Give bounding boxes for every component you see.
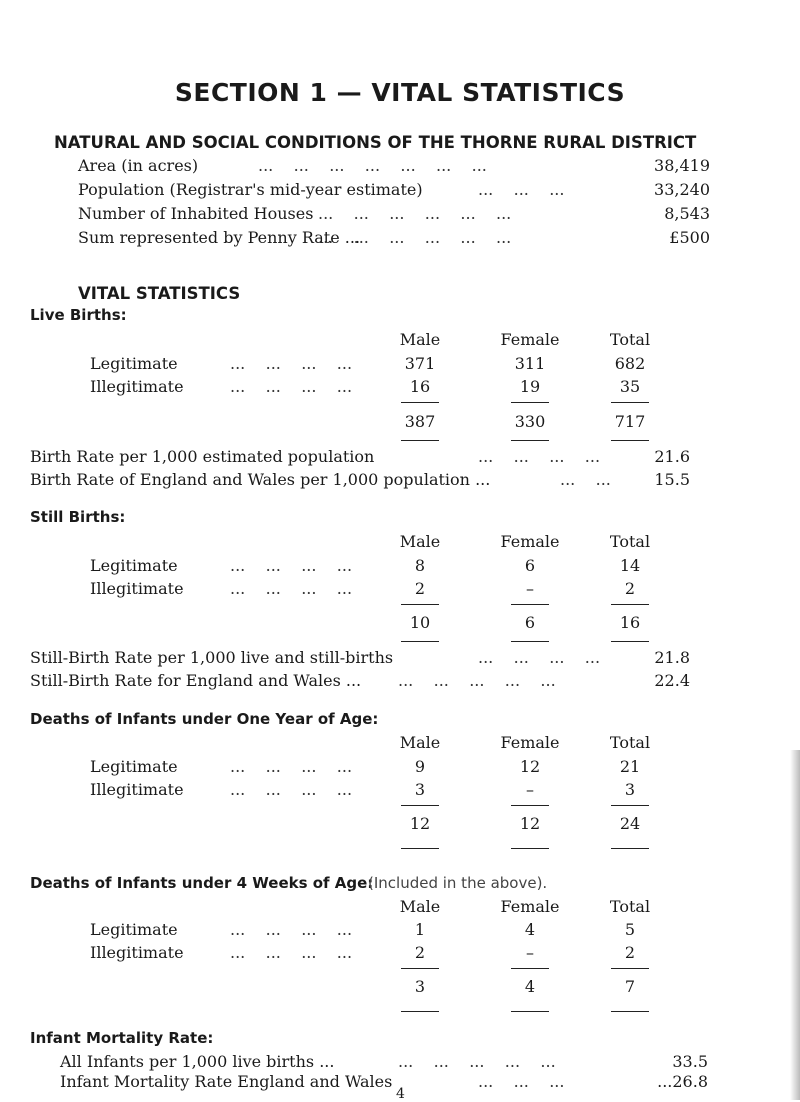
cell-male: 3 bbox=[414, 780, 426, 799]
cell-female: – bbox=[526, 579, 534, 598]
divider bbox=[401, 848, 439, 849]
divider bbox=[611, 1011, 649, 1012]
col-header-total: Total bbox=[609, 532, 651, 551]
cell-male: 9 bbox=[414, 757, 426, 776]
rate-value: ...26.8 bbox=[657, 1072, 708, 1091]
divider bbox=[511, 604, 549, 605]
cell-female: 311 bbox=[514, 354, 546, 373]
cell-total: 14 bbox=[619, 556, 641, 575]
rate-label: Birth Rate of England and Wales per 1,000 population ... bbox=[30, 470, 491, 489]
divider bbox=[511, 968, 549, 969]
divider bbox=[401, 1011, 439, 1012]
divider bbox=[511, 402, 549, 403]
natural-row-value: 33,240 bbox=[654, 180, 710, 199]
divider bbox=[611, 440, 649, 441]
page-number: 4 bbox=[396, 1086, 405, 1102]
binding-edge bbox=[790, 750, 800, 1100]
col-header-male: Male bbox=[399, 330, 441, 349]
divider bbox=[401, 641, 439, 642]
cell-total: 21 bbox=[619, 757, 641, 776]
natural-row-label: Area (in acres) bbox=[78, 156, 199, 175]
divider bbox=[511, 440, 549, 441]
cell-male: 2 bbox=[414, 579, 426, 598]
cell-total: 5 bbox=[624, 920, 636, 939]
natural-row-value: 8,543 bbox=[664, 204, 710, 223]
total-male: 10 bbox=[409, 613, 431, 632]
row-label: Illegitimate bbox=[90, 943, 184, 962]
neonatal-deaths-heading: Deaths of Infants under 4 Weeks of Age: bbox=[30, 874, 374, 892]
natural-heading: NATURAL AND SOCIAL CONDITIONS OF THE THORNE RURAL DISTRICT bbox=[54, 133, 697, 152]
divider bbox=[401, 968, 439, 969]
total-female: 12 bbox=[519, 814, 541, 833]
divider bbox=[401, 604, 439, 605]
infant-deaths-heading: Deaths of Infants under One Year of Age: bbox=[30, 710, 379, 728]
rate-label: All Infants per 1,000 live births ... bbox=[60, 1052, 335, 1071]
rate-value: 22.4 bbox=[654, 671, 690, 690]
cell-male: 371 bbox=[404, 354, 436, 373]
total-female: 6 bbox=[524, 613, 536, 632]
total-total: 717 bbox=[614, 412, 646, 431]
cell-female: 12 bbox=[519, 757, 541, 776]
total-male: 387 bbox=[404, 412, 436, 431]
divider bbox=[611, 402, 649, 403]
cell-female: 6 bbox=[524, 556, 536, 575]
col-header-female: Female bbox=[500, 330, 560, 349]
col-header-female: Female bbox=[500, 897, 560, 916]
total-male: 3 bbox=[414, 977, 426, 996]
total-total: 7 bbox=[624, 977, 636, 996]
infant-mortality-heading: Infant Mortality Rate: bbox=[30, 1029, 214, 1047]
cell-female: 19 bbox=[519, 377, 541, 396]
cell-total: 2 bbox=[624, 943, 636, 962]
row-label: Illegitimate bbox=[90, 579, 184, 598]
col-header-female: Female bbox=[500, 532, 560, 551]
col-header-male: Male bbox=[399, 532, 441, 551]
row-label: Legitimate bbox=[90, 354, 178, 373]
cell-total: 35 bbox=[619, 377, 641, 396]
neonatal-note: (Included in the above). bbox=[368, 874, 548, 892]
divider bbox=[511, 848, 549, 849]
row-label: Legitimate bbox=[90, 556, 178, 575]
divider bbox=[611, 968, 649, 969]
natural-row-label: Population (Registrar's mid-year estimate) bbox=[78, 180, 423, 199]
row-label: Illegitimate bbox=[90, 780, 184, 799]
vital-heading: VITAL STATISTICS bbox=[78, 284, 241, 303]
row-label: Legitimate bbox=[90, 920, 178, 939]
divider bbox=[611, 848, 649, 849]
row-label: Illegitimate bbox=[90, 377, 184, 396]
cell-total: 2 bbox=[624, 579, 636, 598]
total-female: 4 bbox=[524, 977, 536, 996]
cell-total: 3 bbox=[624, 780, 636, 799]
divider bbox=[611, 604, 649, 605]
divider bbox=[511, 805, 549, 806]
row-label: Legitimate bbox=[90, 757, 178, 776]
cell-male: 16 bbox=[409, 377, 431, 396]
divider bbox=[401, 440, 439, 441]
total-total: 24 bbox=[619, 814, 641, 833]
total-total: 16 bbox=[619, 613, 641, 632]
rate-value: 21.8 bbox=[654, 648, 690, 667]
col-header-total: Total bbox=[609, 897, 651, 916]
total-male: 12 bbox=[409, 814, 431, 833]
cell-female: 4 bbox=[524, 920, 536, 939]
col-header-male: Male bbox=[399, 733, 441, 752]
rate-label: Still-Birth Rate for England and Wales ... bbox=[30, 671, 362, 690]
rate-value: 21.6 bbox=[654, 447, 690, 466]
natural-row-label: Number of Inhabited Houses bbox=[78, 204, 314, 223]
divider bbox=[511, 1011, 549, 1012]
section-title: SECTION 1 — VITAL STATISTICS bbox=[174, 78, 626, 107]
rate-value: 15.5 bbox=[654, 470, 690, 489]
col-header-total: Total bbox=[609, 733, 651, 752]
rate-label: Birth Rate per 1,000 estimated population bbox=[30, 447, 375, 466]
divider bbox=[511, 641, 549, 642]
natural-row-value: 38,419 bbox=[654, 156, 710, 175]
col-header-total: Total bbox=[609, 330, 651, 349]
cell-total: 682 bbox=[614, 354, 646, 373]
cell-male: 8 bbox=[414, 556, 426, 575]
cell-female: – bbox=[526, 780, 534, 799]
divider bbox=[401, 805, 439, 806]
live-births-heading: Live Births: bbox=[30, 306, 127, 324]
total-female: 330 bbox=[514, 412, 546, 431]
divider bbox=[611, 641, 649, 642]
natural-row-label: Sum represented by Penny Rate ... bbox=[78, 228, 361, 247]
divider bbox=[611, 805, 649, 806]
still-births-heading: Still Births: bbox=[30, 508, 126, 526]
cell-male: 2 bbox=[414, 943, 426, 962]
cell-male: 1 bbox=[414, 920, 426, 939]
cell-female: – bbox=[526, 943, 534, 962]
rate-label: Still-Birth Rate per 1,000 live and still-births bbox=[30, 648, 394, 667]
col-header-male: Male bbox=[399, 897, 441, 916]
rate-value: 33.5 bbox=[672, 1052, 708, 1071]
col-header-female: Female bbox=[500, 733, 560, 752]
rate-label: Infant Mortality Rate England and Wales bbox=[60, 1072, 393, 1091]
divider bbox=[401, 402, 439, 403]
natural-row-value: £500 bbox=[669, 228, 710, 247]
